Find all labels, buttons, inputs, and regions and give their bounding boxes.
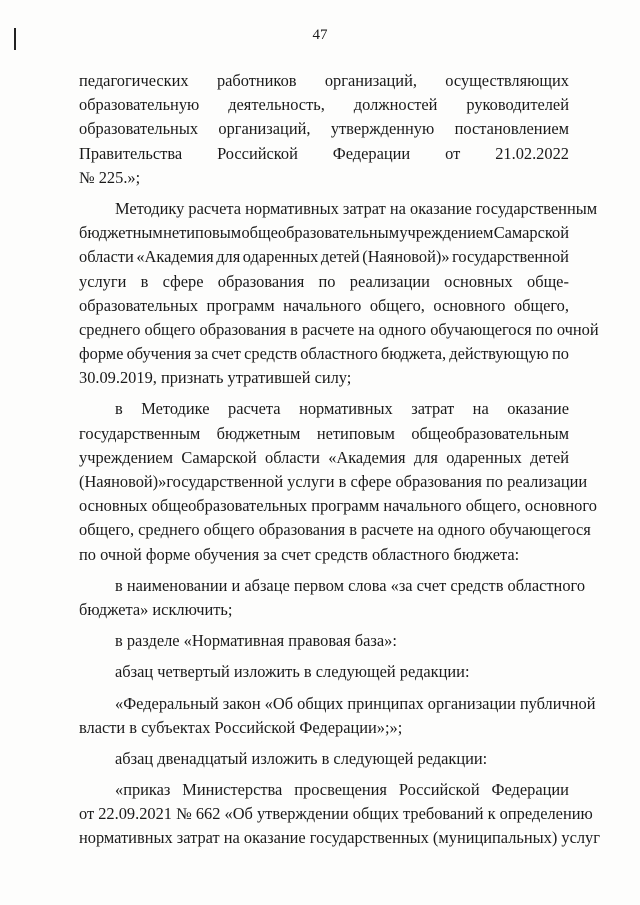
text-segment: образовательных bbox=[79, 295, 199, 315]
text-segment: образовательную bbox=[79, 95, 200, 115]
text-line bbox=[79, 778, 569, 802]
text-line bbox=[79, 270, 569, 294]
text-segment: государственным bbox=[79, 423, 201, 443]
text-segment: общего, bbox=[513, 295, 569, 315]
text-line bbox=[79, 245, 569, 269]
text-segment: Министерства bbox=[182, 780, 283, 800]
text-segment: общеобразовательным bbox=[241, 223, 400, 243]
text-segment: детей bbox=[530, 447, 569, 467]
text-line bbox=[79, 494, 597, 518]
text-segment: в наименовании и абзаце первом слова «за счет средств областного bbox=[115, 575, 586, 595]
text-segment: деятельность, bbox=[228, 95, 325, 115]
text-line bbox=[79, 93, 569, 117]
text-line bbox=[79, 342, 569, 366]
text-segment: форме bbox=[79, 344, 124, 364]
text-line bbox=[79, 366, 569, 390]
text-segment: организаций, bbox=[324, 71, 417, 90]
text-segment: общеобразовательным bbox=[411, 423, 569, 443]
text-segment: счет bbox=[211, 344, 241, 364]
text-line bbox=[79, 446, 569, 470]
text-segment: образовательных bbox=[79, 119, 199, 139]
text-segment: государственной услуги в сфере образования по реализации bbox=[166, 472, 588, 491]
text-segment: в bbox=[140, 271, 149, 291]
text-segment: бюджетным bbox=[79, 223, 163, 243]
text-segment: просвещения bbox=[294, 780, 387, 800]
text-line bbox=[79, 747, 569, 771]
text-segment: (Наяновой)» bbox=[79, 472, 167, 491]
text-line bbox=[79, 422, 569, 446]
text-segment: постановлением bbox=[454, 119, 569, 139]
text-segment: Самарской bbox=[493, 223, 569, 243]
text-segment: общего, bbox=[369, 295, 425, 315]
text-line bbox=[79, 470, 588, 494]
text-segment: Федерации bbox=[491, 780, 569, 800]
text-segment: начального bbox=[283, 295, 362, 315]
text-line bbox=[79, 802, 593, 826]
text-segment: 30.09.2019, признать утратившей силу; bbox=[79, 368, 352, 388]
text-segment: Российской bbox=[217, 143, 298, 163]
text-segment: бюджета, bbox=[380, 344, 447, 364]
text-line bbox=[79, 518, 591, 542]
text-segment: за bbox=[194, 344, 209, 364]
text-segment: услуги bbox=[79, 271, 127, 291]
text-segment: бюджетным bbox=[216, 423, 301, 443]
text-segment: областного bbox=[300, 344, 378, 364]
text-segment: Самарской bbox=[181, 447, 257, 467]
text-segment: одаренных bbox=[242, 247, 319, 267]
page-number: 47 bbox=[312, 27, 328, 43]
text-segment: основных общеобразовательных программ начального общего, основного bbox=[79, 496, 597, 516]
text-segment: абзац четвертый изложить в следующей редакции: bbox=[115, 662, 470, 682]
text-line bbox=[79, 142, 569, 166]
text-line bbox=[79, 543, 569, 567]
text-line bbox=[79, 397, 569, 421]
text-line bbox=[79, 692, 596, 716]
text-line bbox=[79, 716, 569, 740]
text-line bbox=[79, 574, 586, 598]
text-line bbox=[79, 197, 598, 221]
text-segment: № 225.»; bbox=[79, 167, 141, 187]
text-segment: для bbox=[216, 247, 241, 267]
text-segment: по bbox=[318, 271, 336, 291]
text-segment: нетиповым bbox=[316, 423, 395, 443]
text-segment: средств bbox=[244, 344, 298, 364]
text-line bbox=[79, 318, 599, 342]
text-segment: Российской bbox=[398, 780, 480, 800]
text-segment: педагогических bbox=[79, 71, 189, 90]
text-segment: детей bbox=[320, 247, 360, 267]
text-segment: власти в субъектах Российской Федерации»;»; bbox=[79, 717, 403, 737]
document-body bbox=[79, 69, 600, 851]
text-segment: расчета bbox=[228, 399, 281, 419]
text-line bbox=[79, 598, 569, 622]
text-line bbox=[79, 221, 569, 245]
text-segment: в bbox=[115, 399, 123, 419]
text-segment: нетиповым bbox=[163, 223, 242, 243]
text-segment: действующую bbox=[449, 344, 549, 364]
text-line bbox=[79, 294, 569, 318]
text-segment: «приказ bbox=[115, 780, 171, 800]
text-segment: Правительства bbox=[79, 143, 183, 163]
text-segment: бюджета» исключить; bbox=[79, 599, 233, 619]
text-segment: нормативных bbox=[299, 399, 393, 419]
text-segment: нормативных затрат на оказание государственных (муниципальных) услуг bbox=[79, 828, 600, 848]
text-segment: в разделе «Нормативная правовая база»: bbox=[115, 631, 397, 651]
text-segment: области bbox=[265, 447, 320, 467]
text-segment: сфере bbox=[162, 271, 204, 291]
text-segment: оказание bbox=[507, 399, 569, 419]
text-segment: области bbox=[79, 247, 134, 267]
text-line bbox=[79, 166, 569, 190]
text-segment: организаций, bbox=[218, 119, 311, 139]
text-segment: должностей bbox=[353, 95, 438, 115]
text-segment: (Наяновой)» bbox=[362, 247, 450, 267]
text-segment: по очной форме обучения за счет средств областного бюджета: bbox=[79, 544, 520, 564]
text-segment: обще- bbox=[527, 271, 569, 291]
text-segment: руководителей bbox=[466, 95, 569, 115]
text-segment: общего, среднего общего образования в расчете на одного обучающегося bbox=[79, 520, 591, 540]
text-segment: утвержденную bbox=[330, 119, 435, 139]
text-segment: образования bbox=[217, 271, 305, 291]
text-segment: от 22.09.2021 № 662 «Об утверждении общих требований к определению bbox=[79, 804, 593, 824]
text-segment: обучения bbox=[126, 344, 192, 364]
text-line bbox=[79, 117, 569, 141]
text-segment: осуществляющих bbox=[445, 71, 569, 90]
text-segment: учреждением bbox=[79, 447, 174, 467]
text-segment: государственной bbox=[452, 247, 569, 267]
text-segment: реализации bbox=[349, 271, 430, 291]
text-segment: среднего общего образования в расчете на одного обучающегося по очной bbox=[79, 319, 599, 339]
text-segment: Методике bbox=[141, 399, 210, 419]
text-line bbox=[79, 629, 569, 653]
text-segment: программ bbox=[206, 295, 275, 315]
text-segment: по bbox=[551, 344, 569, 364]
text-segment: «Федеральный закон «Об общих принципах организации публичной bbox=[115, 693, 596, 713]
text-segment: для bbox=[413, 447, 438, 467]
text-segment: одаренных bbox=[446, 447, 522, 467]
text-segment: «Академия bbox=[136, 247, 214, 267]
text-segment: «Академия bbox=[328, 447, 406, 467]
text-segment: затрат bbox=[411, 399, 455, 419]
text-line bbox=[79, 660, 569, 684]
text-segment: абзац двенадцатый изложить в следующей редакции: bbox=[115, 748, 488, 768]
text-segment: Методику расчета нормативных затрат на оказание государственным bbox=[115, 198, 598, 218]
text-line bbox=[79, 69, 569, 93]
text-line bbox=[79, 826, 600, 850]
text-segment: Федерации bbox=[332, 143, 411, 163]
text-segment: 21.02.2022 bbox=[495, 143, 569, 163]
text-segment: работников bbox=[216, 71, 297, 90]
text-segment: основного bbox=[433, 295, 506, 315]
text-segment: от bbox=[445, 143, 461, 163]
text-segment: учреждением bbox=[399, 223, 494, 243]
text-segment: на bbox=[472, 399, 489, 419]
text-segment: основных bbox=[444, 271, 513, 291]
